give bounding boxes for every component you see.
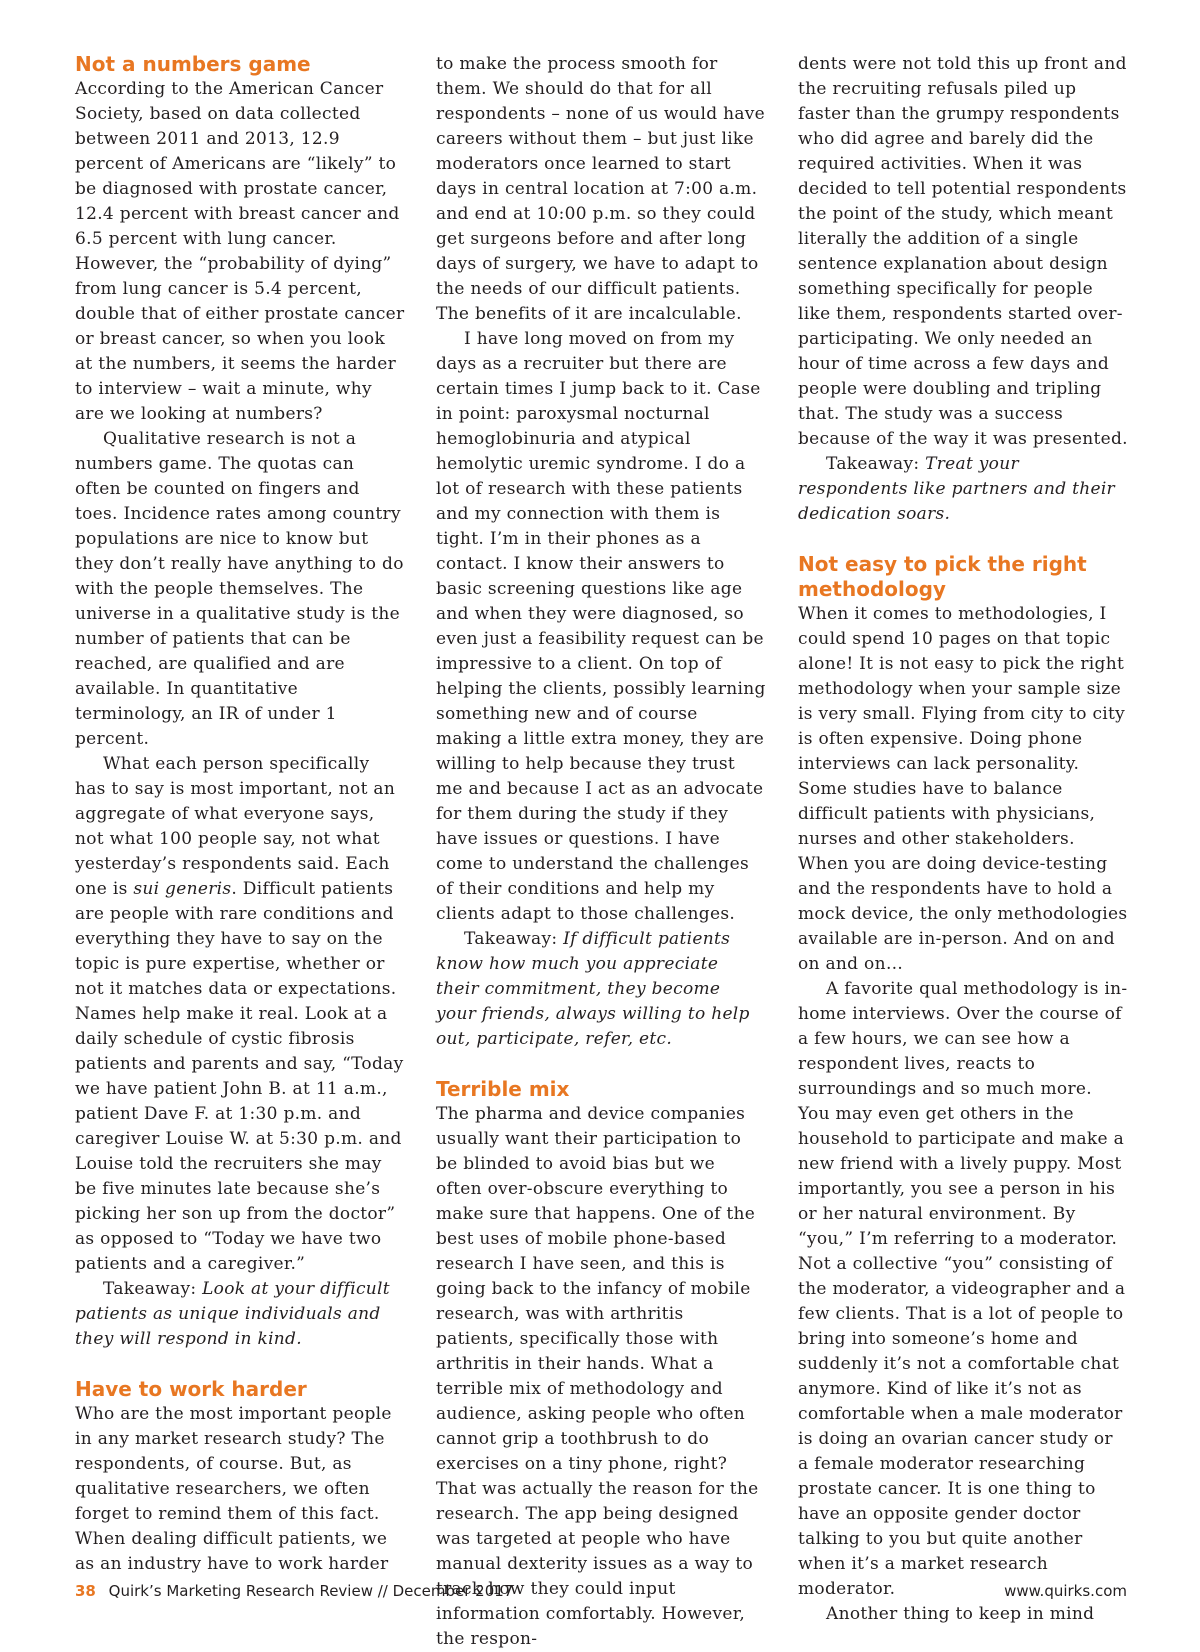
takeaway <box>75 1277 405 1352</box>
section-heading: Have to work harder <box>75 1377 307 1401</box>
paragraph: According to the American Cancer Society, based on data collected between 2011 and 2013, 12.9 percent of Americans are “likely” to be diagnosed with prostate cancer, 12.4 percent with breast cancer and 6.5 percent with lung cancer. However, the “probability of dying” from lung cancer is 5.4 percent, double that of either prostate cancer or breast cancer, so when you look at the numbers, it seems the harder to interview – wait a minute, why are we looking at numbers? <box>75 79 405 424</box>
section-heading: Not easy to pick the right methodology <box>798 552 1087 601</box>
paragraph: I have long moved on from my days as a recruiter but there are certain times I jump back to it. Case in point: paroxysmal nocturnal hemoglobinuria and atypical hemolytic uremic syndrome. I do a lot of research with these patients and my connection with them is tight. I’m in their phones as a contact. I know their answers to basic screening questions like age and when they were diagnosed, so even just a feasibility request can be impressive to a client. On top of helping the clients, possibly learning something new and of course making a little extra money, they are willing to help because they trust me and because I act as an advocate for them during the study if they have issues or questions. I have come to understand the challenges of their conditions and help my clients adapt to those challenges. <box>436 329 766 924</box>
takeaway-text: If difficult patients know how much you appreciate their commitment, they become your friends, always willing to help out, participate, refer, etc. <box>436 929 750 1049</box>
paragraph: Who are the most important people in any market research study? The respondents, of course. But, as qualitative researchers, we often forget to remind them of this fact. When dealing difficult patients, we as an industry have to work harder <box>75 1404 392 1574</box>
section-heading: Terrible mix <box>436 1077 570 1101</box>
article-column-3 <box>798 52 1128 1627</box>
paragraph: When it comes to methodologies, I could spend 10 pages on that topic alone! It is not easy to pick the right methodology when your sample size is very small. Flying from city to city is often expensive. Doing phone interviews can lack personality. Some studies have to balance difficult patients with physicians, nurses and other stakeholders. When you are doing device-testing and the respondents have to hold a mock device, the only methodologies available are in-person. And on and on and on… <box>798 604 1128 974</box>
section-heading: Not a numbers game <box>75 52 311 76</box>
takeaway <box>436 927 766 1052</box>
page-footer <box>75 1582 1127 1606</box>
takeaway-text: Treat your respondents like partners and their dedication soars. <box>798 454 1115 524</box>
paragraph: A favorite qual methodology is in-home interviews. Over the course of a few hours, we can see how a respondent lives, reacts to surroundings and so much more. You may even get others in the household to participate and make a new friend with a lively puppy. Most importantly, you see a person in his or her natural environment. By “you,” I’m referring to a moderator. Not a collective “you” consisting of the moderator, a videographer and a few clients. That is a lot of people to bring into someone’s home and suddenly it’s not a comfortable chat anymore. Kind of like it’s not as comfortable when a male moderator is doing an ovarian cancer study or a female moderator researching prostate cancer. It is one thing to have an opposite gender doctor talking to you but quite another when it’s a market research moderator. <box>798 979 1128 1599</box>
publication-info: Quirk’s Marketing Research Review // December 2017 <box>108 1582 514 1600</box>
paragraph: Qualitative research is not a numbers game. The quotas can often be counted on fingers and toes. Incidence rates among country populations are nice to know but they don’t really have anything to do with the people themselves. The universe in a qualitative study is the number of patients that can be reached, are qualified and are available. In quantitative terminology, an IR of under 1 percent. <box>75 429 404 749</box>
paragraph-text: . Difficult patients are people with rare conditions and everything they have to say on the topic is pure expertise, whether or not it matches data or expectations. Names help make it real. Look at a daily schedule of cystic fibrosis patients and parents and say, “Today we have patient John B. at 11 a.m., patient Dave F. at 1:30 p.m. and caregiver Louise W. at 5:30 p.m. and Louise told the recruiters she may be five minutes late because she’s picking her son up from the doctor” as opposed to “Today we have two patients and a caregiver.” <box>75 879 404 1274</box>
page-number: 38 <box>75 1582 96 1600</box>
paragraph <box>75 752 405 1277</box>
paragraph-text: What each person specifically has to say is most important, not an aggregate of what everyone says, not what 100 people say, not what yesterday’s respondents said. Each one is <box>75 754 396 899</box>
website-url: www.quirks.com <box>1004 1582 1127 1600</box>
paragraph: Another thing to keep in mind <box>826 1604 1095 1624</box>
paragraph: to make the process smooth for them. We should do that for all respondents – none of us would have careers without them – but just like moderators once learned to start days in central location at 7:00 a.m. and end at 10:00 p.m. so they could get surgeons before and after long days of surgery, we have to adapt to the needs of our difficult patients. The benefits of it are incalculable. <box>436 54 766 324</box>
paragraph: dents were not told this up front and the recruiting refusals piled up faster than the grumpy respondents who did agree and barely did the required activities. When it was decided to tell potential respondents the point of the study, which meant literally the addition of a single sentence explanation about design something specifically for people like them, respondents started over-participating. We only needed an hour of time across a few days and people were doubling and tripling that. The study was a success because of the way it was presented. <box>798 54 1128 449</box>
italic-term: sui generis <box>133 879 232 899</box>
article-column-1 <box>75 52 405 1577</box>
takeaway <box>798 452 1128 527</box>
takeaway-label: Takeaway: <box>826 454 926 474</box>
article-column-2 <box>436 52 766 1652</box>
takeaway-label: Takeaway: <box>103 1279 203 1299</box>
takeaway-label: Takeaway: <box>464 929 564 949</box>
paragraph: The pharma and device companies usually want their participation to be blinded to avoid bias but we often over-obscure everything to make sure that happens. One of the best uses of mobile phone-based research I have seen, and this is going back to the infancy of mobile research, was with arthritis patients, specifically those with arthritis in their hands. What a terrible mix of methodology and audience, asking people who often cannot grip a toothbrush to do exercises on a tiny phone, right? That was actually the reason for the research. The app being designed was targeted at people who have manual dexterity issues as a way to track how they could input information comfortably. However, the respon- <box>436 1104 759 1649</box>
takeaway-text: Look at your difficult patients as unique individuals and they will respond in kind. <box>75 1279 390 1349</box>
